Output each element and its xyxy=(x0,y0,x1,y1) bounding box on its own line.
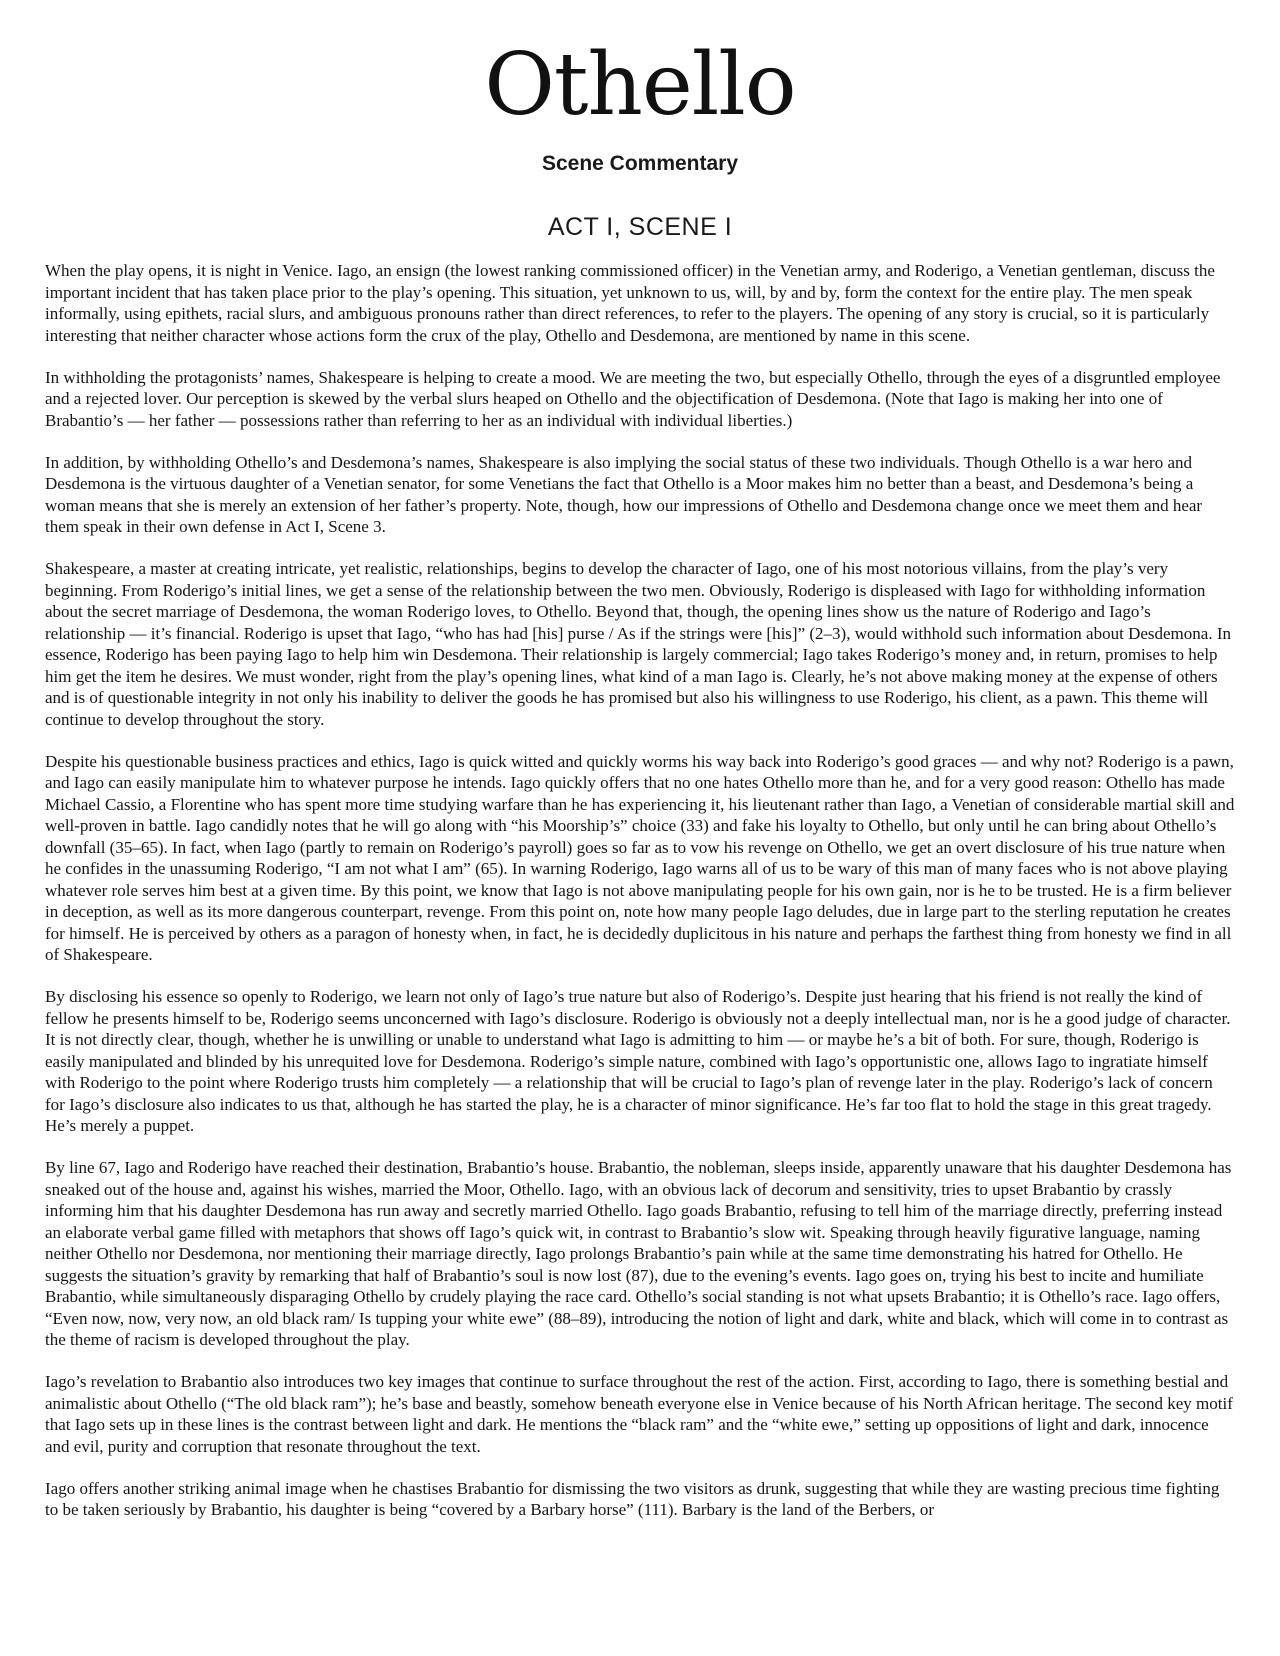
paragraph-4: Shakespeare, a master at creating intricate, yet realistic, relationships, begins to develop the character of Iago, one of his most notorious villains, from the play’s very beginning. From Roderigo’s initial lines, we get a sense of the relationship between the two men. Obviously, Roderigo is displeased with Iago for withholding information about the secret marriage of Desdemona, the woman Roderigo loves, to Othello. Beyond that, though, the opening lines show us the nature of Roderigo and Iago’s relationship — it’s financial. Roderigo is upset that Iago, “who has had [his] purse / As if the strings were [his]” (2–3), would withhold such information about Desdemona. In essence, Roderigo has been paying Iago to help him win Desdemona. Their relationship is largely commercial; Iago takes Roderigo’s money and, in return, promises to help him get the item he desires. We must wonder, right from the play’s opening lines, what kind of a man Iago is. Clearly, he’s not above making money at the expense of others and is of questionable integrity in not only his inability to deliver the goods he has promised but also his willingness to use Roderigo, his client, as a pawn. This theme will continue to develop throughout the story. xyxy=(45,559,1231,729)
act-scene-heading: ACT I, SCENE I xyxy=(547,213,733,241)
paragraph-6: By disclosing his essence so openly to Roderigo, we learn not only of Iago’s true nature but also of Roderigo’s. Despite just hearing that his friend is not really the kind of fellow he presents himself to be, Roderigo seems unconcerned with Iago’s disclosure. Roderigo is obviously not a deeply intellectual man, nor is he a good judge of character. It is not directly clear, though, whether he is unwilling or unable to understand what Iago is admitting to him — or maybe he’s a bit of both. For sure, though, Roderigo is easily manipulated and blinded by his unrequited love for Desdemona. Roderigo’s simple nature, combined with Iago’s opportunistic one, allows Iago to ingratiate himself with Roderigo to the point where Roderigo trusts him completely — a relationship that will be crucial to Iago’s plan of revenge later in the play. Roderigo’s lack of concern for Iago’s disclosure also indicates to us that, although he has started the play, he is a character of minor significance. He’s far too flat to hold the stage in this great tragedy. He’s merely a puppet. xyxy=(45,987,1231,1135)
paragraph-3: In addition, by withholding Othello’s and Desdemona’s names, Shakespeare is also implying the social status of these two individuals. Though Othello is a war hero and Desdemona is the virtuous daughter of a Venetian senator, for some Venetians the fact that Othello is a Moor makes him no better than a beast, and Desdemona’s being a woman means that she is merely an extension of her father’s property. Note, though, how our impressions of Othello and Desdemona change once we meet them and hear them speak in their own defense in Act I, Scene 3. xyxy=(45,452,1203,536)
paragraph-2: In withholding the protagonists’ names, Shakespeare is helping to create a mood. We are meeting the two, but especially Othello, through the eyes of a disgruntled employee and a rejected lover. Our perception is skewed by the verbal slurs heaped on Othello and the objectification of Desdemona. (Note that Iago is making her into one of Brabantio’s — her father — possessions rather than referring to her as an individual with individual liberties.) xyxy=(45,367,1221,430)
commentary-body xyxy=(45,260,1235,1521)
paragraph-8: Iago’s revelation to Brabantio also introduces two key images that continue to surface throughout the rest of the action. First, according to Iago, there is something bestial and animalistic about Othello (“The old black ram”); he’s base and beastly, somehow beneath everyone else in Venice because of his North African heritage. The second key motif that Iago sets up in these lines is the contrast between light and dark. He mentions the “black ram” and the “white ewe,” setting up oppositions of light and dark, innocence and evil, purity and corruption that resonate throughout the text. xyxy=(45,1372,1233,1456)
document-title: Othello xyxy=(484,35,796,135)
paragraph-5: Despite his questionable business practices and ethics, Iago is quick witted and quickly worms his way back into Roderigo’s good graces — and why not? Roderigo is a pawn, and Iago can easily manipulate him to whatever purpose he intends. Iago quickly offers that no one hates Othello more than he, and for a very good reason: Othello has made Michael Cassio, a Florentine who has spent more time studying warfare than he has experiencing it, his lieutenant rather than Iago, a Venetian of considerable martial skill and well-proven in battle. Iago candidly notes that he will go along with “his Moorship’s” choice (33) and fake his loyalty to Othello, but only until he can bring about Othello’s downfall (35–65). In fact, when Iago (partly to remain on Roderigo’s payroll) goes so far as to vow his revenge on Othello, we get an overt disclosure of his true nature when he confides in the unassuming Roderigo, “I am not what I am” (65). In warning Roderigo, Iago warns all of us to be wary of this man of many faces who is not above playing whatever role serves him best at a given time. By this point, we know that Iago is not above manipulating people for his own gain, nor is he to be trusted. He is a firm believer in deception, as well as its more dangerous counterpart, revenge. From this point on, note how many people Iago deludes, due in large part to the sterling reputation he creates for himself. He is perceived by others as a paragon of honesty when, in fact, he is decidedly duplicitous in his nature and perhaps the farthest thing from honesty we find in all of Shakespeare. xyxy=(45,751,1235,964)
paragraph-7: By line 67, Iago and Roderigo have reached their destination, Brabantio’s house. Brabantio, the nobleman, sleeps inside, apparently unaware that his daughter Desdemona has sneaked out of the house and, against his wishes, married the Moor, Othello. Iago, with an obvious lack of decorum and sensitivity, tries to upset Brabantio by crassly informing him that his daughter Desdemona has run away and secretly married Othello. Iago goads Brabantio, refusing to tell him of the marriage directly, preferring instead an elaborate verbal game filled with metaphors that shows off Iago’s quick wit, in contrast to Brabantio’s slow wit. Speaking through heavily figurative language, naming neither Othello nor Desdemona, nor mentioning their marriage directly, Iago prolongs Brabantio’s pain while at the same time demonstrating his hatred for Othello. He suggests the situation’s gravity by remarking that half of Brabantio’s soul is now lost (87), due to the evening’s events. Iago goes on, trying his best to incite and humiliate Brabantio, while simultaneously disparaging Othello by crudely playing the race card. Othello’s social standing is not what upsets Brabantio; it is Othello’s race. Iago offers, “Even now, now, very now, an old black ram/ Is tupping your white ewe” (88–89), introducing the notion of light and dark, white and black, which will come in to contrast as the theme of racism is developed throughout the play. xyxy=(45,1158,1232,1349)
paragraph-9: Iago offers another striking animal image when he chastises Brabantio for dismissing the two visitors as drunk, suggesting that while they are wasting precious time fighting to be taken seriously by Brabantio, his daughter is being “covered by a Barbary horse” (111). Barbary is the land of the Berbers, or xyxy=(45,1478,1220,1519)
paragraph-1: When the play opens, it is night in Venice. Iago, an ensign (the lowest ranking commissioned officer) in the Venetian army, and Roderigo, a Venetian gentleman, discuss the important incident that has taken place prior to the play’s opening. This situation, yet unknown to us, will, by and by, form the context for the entire play. The men speak informally, using epithets, racial slurs, and ambiguous pronouns rather than direct references, to refer to the players. The opening of any story is crucial, so it is particularly interesting that neither character whose actions form the crux of the play, Othello and Desdemona, are mentioned by name in this scene. xyxy=(45,261,1215,345)
document-subtitle: Scene Commentary xyxy=(541,152,739,175)
